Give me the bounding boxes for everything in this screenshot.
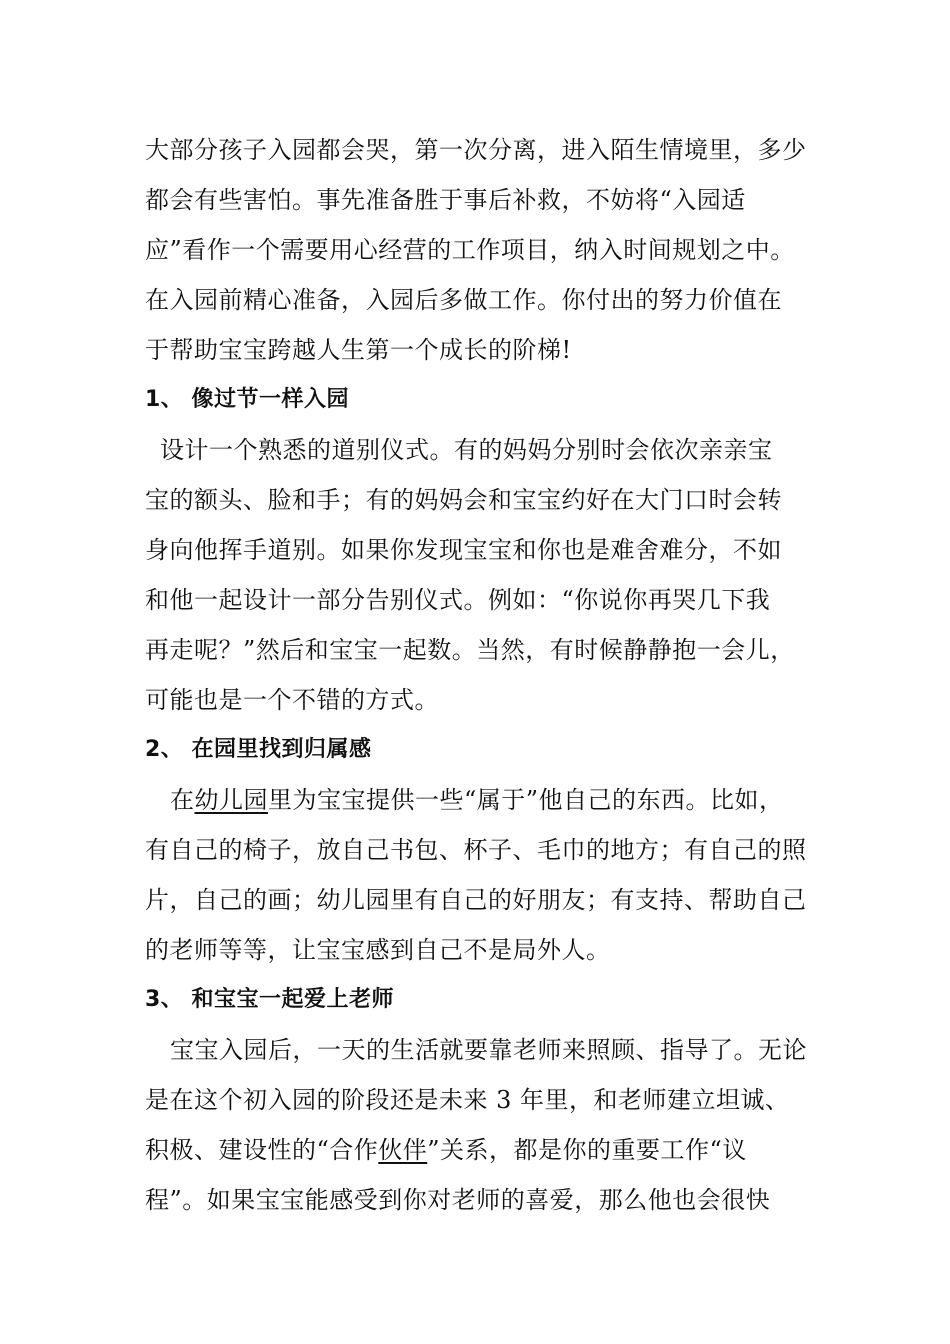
section-2-line-4: 的老师等等，让宝宝感到自己不是局外人。 <box>145 936 611 964</box>
intro-line-2: 都会有些害怕。事先准备胜于事后补救，不妨将“入园适 <box>145 186 746 214</box>
intro-line-4: 在入园前精心准备，入园后多做工作。你付出的努力价值在 <box>145 286 782 314</box>
section-2-heading: 2、 在园里找到归属感 <box>145 737 372 762</box>
section-1-line-5: 再走呢？”然后和宝宝一起数。当然，有时候静静抱一会儿， <box>145 636 795 664</box>
partner-link[interactable]: 伙伴 <box>378 1136 428 1164</box>
section-1-line-2: 宝的额头、脸和手；有的妈妈会和宝宝约好在大门口时会转 <box>145 486 782 514</box>
intro-line-5: 于帮助宝宝跨越人生第一个成长的阶梯! <box>145 336 572 364</box>
section-3-line-3-post: ”关系，都是你的重要工作“议 <box>427 1136 747 1164</box>
section-1-line-6: 可能也是一个不错的方式。 <box>145 686 439 714</box>
section-2-line-1-post: 里为宝宝提供一些“属于”他自己的东西。比如， <box>268 786 784 814</box>
section-2-line-3: 片，自己的画；幼儿园里有自己的好朋友；有支持、帮助自己 <box>145 886 807 914</box>
section-2-line-2: 有自己的椅子，放自己书包、杯子、毛巾的地方；有自己的照 <box>145 836 807 864</box>
section-3-line-4: 程”。如果宝宝能感受到你对老师的喜爱，那么他也会很快 <box>145 1186 771 1214</box>
section-3-line-2: 是在这个初入园的阶段还是未来 3 年里，和老师建立坦诚、 <box>145 1086 790 1114</box>
section-2-line-1-pre: 在 <box>170 786 195 814</box>
section-3-line-1: 宝宝入园后，一天的生活就要靠老师来照顾、指导了。无论 <box>170 1036 807 1064</box>
section-1-heading: 1、 像过节一样入园 <box>145 387 349 412</box>
section-1-line-1: 设计一个熟悉的道别仪式。有的妈妈分别时会依次亲亲宝 <box>160 436 773 464</box>
kindergarten-link[interactable]: 幼儿园 <box>194 786 268 814</box>
section-3-line-3-pre: 积极、建设性的“合作 <box>145 1136 379 1164</box>
section-3-line-3 <box>145 1132 825 1168</box>
section-1-line-4: 和他一起设计一部分告别仪式。例如：“你说你再哭几下我 <box>145 586 771 614</box>
section-2-line-1 <box>170 782 850 818</box>
section-3-heading: 3、 和宝宝一起爱上老师 <box>145 987 394 1012</box>
section-1-line-3: 身向他挥手道别。如果你发现宝宝和你也是难舍难分，不如 <box>145 536 782 564</box>
intro-line-3: 应”看作一个需要用心经营的工作项目，纳入时间规划之中。 <box>145 236 795 264</box>
intro-line-1: 大部分孩子入园都会哭，第一次分离，进入陌生情境里，多少 <box>145 136 807 164</box>
